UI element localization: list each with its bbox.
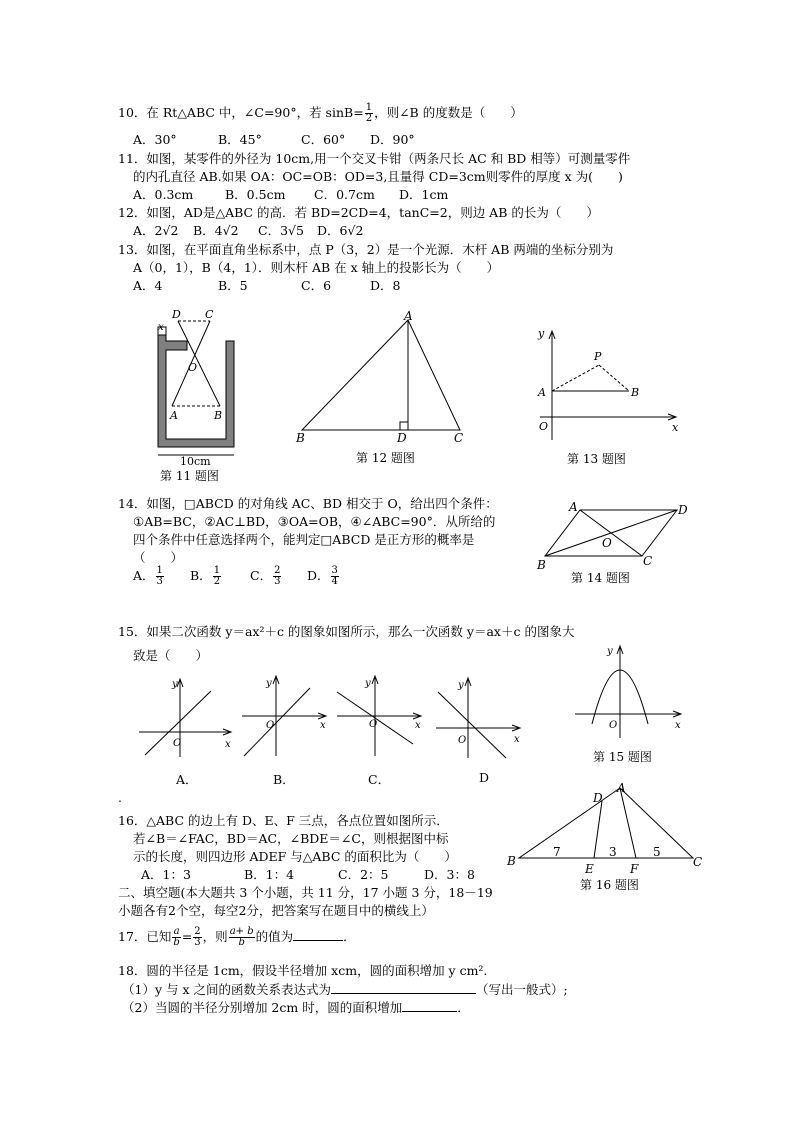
label-f: F <box>630 862 639 876</box>
svg-text:x: x <box>320 720 326 731</box>
q18-line1: 18．圆的半径是 1cm，假设半径增加 xcm，圆的面积增加 y cm². <box>118 963 488 978</box>
line-d <box>438 692 506 758</box>
figure-15 <box>573 640 693 770</box>
q11-option-b: B．0.5cm <box>225 187 286 202</box>
figure-16 <box>505 780 710 895</box>
q12-option-d: D．6√2 <box>317 223 364 238</box>
svg-text:O: O <box>173 738 182 749</box>
q16-option-d: D．3：8 <box>424 867 475 882</box>
svg-text:O: O <box>609 720 618 731</box>
figure-13 <box>530 325 690 470</box>
ray-pb <box>599 365 629 391</box>
q15-graph-d <box>432 672 532 762</box>
figure-11 <box>150 305 250 485</box>
q14-option-d: D． $\frac{3}{4}$ <box>307 565 338 587</box>
label-b: B <box>507 854 516 868</box>
figure-14 <box>535 500 695 590</box>
q10-option-d: D．90° <box>370 132 415 147</box>
ray-pa <box>552 365 599 391</box>
segment-de <box>594 801 602 858</box>
q10-option-a: A．30° <box>133 132 177 147</box>
q15-graph-a <box>135 675 235 765</box>
label-d: D <box>678 503 688 517</box>
svg-text:y: y <box>266 678 272 689</box>
label-c: C <box>454 431 464 445</box>
q15-label-b: B． <box>273 772 295 787</box>
q11-option-d: D．1cm <box>399 187 449 202</box>
label-o: O <box>188 361 198 374</box>
q13-line2: A（0，1），B（4，1）．则木杆 AB 在 x 轴上的投影长为（ ） <box>133 260 500 275</box>
length-fc: 5 <box>653 845 661 859</box>
label-x: x <box>672 421 679 434</box>
segment-af <box>620 788 636 858</box>
label-x: x <box>158 322 164 333</box>
q17-answer-blank[interactable] <box>293 940 343 941</box>
label-d: D <box>397 431 407 445</box>
q18-line2: （1）y 与 x 之间的函数关系表达式为 （写出一般式）; <box>122 982 568 997</box>
svg-text:y: y <box>172 679 178 690</box>
label-b: B <box>296 431 305 445</box>
label-a: A <box>617 781 626 795</box>
q11-line2: 的内孔直径 AB.如果 OA：OC=OB：OD=3,且量得 CD=3cm则零件的厚度 x 为( ) <box>133 169 623 184</box>
figure-13-caption: 第 13 题图 <box>567 452 626 466</box>
svg-text:O: O <box>266 720 275 731</box>
figure-14-caption: 第 14 题图 <box>571 571 630 585</box>
q15-label-d: D <box>479 770 490 785</box>
q16-line1: 16．△ABC 的边上有 D、E、F 三点，各点位置如图所示． <box>118 813 449 828</box>
q15-line2: 致是（ ） <box>133 648 209 663</box>
section2-line2: 小题各有2个空，每空2分，把答案写在题目中的横线上） <box>118 903 434 918</box>
q14-line4: （ ） <box>133 550 184 565</box>
q16-option-b: B．1：4 <box>244 867 295 882</box>
q10-stem: 10．在 Rt△ABC 中，∠C=90°，若 sinB= $\frac{1}{2}$ ，则∠B 的度数是（ ） <box>118 102 523 124</box>
svg-text:y: y <box>365 678 371 689</box>
label-d: D <box>172 308 181 321</box>
q11-option-a: A．0.3cm <box>133 187 194 202</box>
figure-11-caption: 第 11 题图 <box>160 469 219 483</box>
q12-stem: 12．如图，AD是△ABC 的高．若 BD=2CD=4，tanC=2，则边 AB 的长为（ ） <box>118 205 599 220</box>
q15-graph-b <box>238 670 338 760</box>
q11-option-c: C．0.7cm <box>314 187 375 202</box>
label-a: A <box>170 409 178 422</box>
q13-line1: 13．如图，在平面直角坐标系中，点 P（3，2）是一个光源．木杆 AB 两端的坐标分别为 <box>118 242 614 257</box>
triangle-abc <box>302 320 460 430</box>
label-a: A <box>569 500 578 514</box>
figure-15-caption: 第 15 题图 <box>593 750 652 764</box>
q12-option-a: A．2√2 <box>133 223 179 238</box>
label-o: O <box>602 536 612 550</box>
right-angle-mark <box>400 422 408 430</box>
q16-option-c: C．2：5 <box>338 867 389 882</box>
q12-option-b: B．4√2 <box>193 223 239 238</box>
svg-text:O: O <box>458 735 467 746</box>
q11-line1: 11．如图，某零件的外径为 10cm,用一个交叉卡钳（两条尺长 AC 和 BD 相等）可测量零件 <box>118 151 631 166</box>
length-be: 7 <box>553 845 561 859</box>
label-c: C <box>693 855 703 869</box>
label-b: B <box>214 409 223 422</box>
stray-dot: . <box>118 790 122 805</box>
label-d: D <box>593 791 603 805</box>
figure-12-caption: 第 12 题图 <box>356 451 415 465</box>
q10-fraction: $\frac{1}{2}$ <box>365 102 373 124</box>
q14-option-c: C． $\frac{2}{3}$ <box>250 565 281 587</box>
q16-line3: 示的长度，则四边形 ADEF 与△ABC 的面积比为（ ） <box>133 849 457 864</box>
svg-text:x: x <box>675 720 681 731</box>
q13-option-d: D．8 <box>370 278 401 293</box>
q15-graph-c <box>333 670 433 760</box>
figure-12 <box>290 308 470 468</box>
svg-text:x: x <box>514 734 520 745</box>
q13-option-a: A．4 <box>133 278 163 293</box>
caliper-arm-bd <box>178 321 220 406</box>
label-e: E <box>585 862 594 876</box>
label-width: 10cm <box>180 455 211 468</box>
svg-text:x: x <box>415 720 421 731</box>
q15-label-a: A． <box>176 772 198 787</box>
svg-text:x: x <box>225 739 231 750</box>
q10-option-b: B．45° <box>218 132 262 147</box>
q15-label-c: C． <box>368 772 391 787</box>
q18-answer-blank-2[interactable] <box>402 1011 457 1012</box>
svg-text:O: O <box>369 719 378 730</box>
q14-line3: 四个条件中任意选择两个，能判定□ABCD 是正方形的概率是 <box>133 532 475 547</box>
q17: 17．已知 $\frac{a}{b}$ = $\frac{2}{3}$ ，则 $\frac{a+ b}{b}$ 的值为 ． <box>118 926 356 948</box>
q18-line3: （2）当圆的半径分别增加 2cm 时，圆的面积增加 ． <box>122 1000 470 1015</box>
q10-option-c: C．60° <box>301 132 346 147</box>
label-y: y <box>538 327 545 340</box>
label-c: C <box>205 308 214 321</box>
q12-option-c: C．3√5 <box>258 223 304 238</box>
q14-option-a: A． $\frac{1}{3}$ <box>133 565 163 587</box>
figure-16-caption: 第 16 题图 <box>580 878 639 892</box>
q13-option-b: B．5 <box>218 278 248 293</box>
label-b: B <box>631 386 640 399</box>
q16-option-a: A．1：3 <box>141 867 191 882</box>
svg-text:y: y <box>458 680 464 691</box>
length-ef: 3 <box>609 845 617 859</box>
q13-option-c: C．6 <box>301 278 332 293</box>
q14-line2: ①AB=BC，②AC⊥BD，③OA=OB，④∠ABC=90°．从所给的 <box>133 514 496 529</box>
q14-line1: 14．如图，□ABCD 的对角线 AC、BD 相交于 O，给出四个条件： <box>118 496 498 511</box>
label-a: A <box>538 386 546 399</box>
label-p: P <box>594 350 602 363</box>
label-o: O <box>539 420 549 433</box>
label-b: B <box>537 558 546 572</box>
line-b <box>244 688 310 756</box>
svg-text:y: y <box>607 646 613 657</box>
q18-answer-blank-1[interactable] <box>331 993 476 994</box>
label-a: A <box>404 309 413 323</box>
q14-option-b: B． $\frac{1}{2}$ <box>190 565 221 587</box>
q15-line1: 15．如果二次函数 y＝ax²＋c 的图象如图所示，那么一次函数 y＝ax＋c 的图象大 <box>118 624 575 639</box>
label-c: C <box>643 554 653 568</box>
section2-line1: 二、填空题(本大题共 3 个小题，共 11 分，17 小题 3 分，18－19 <box>118 885 493 900</box>
q16-line2: 若∠B＝∠FAC，BD＝AC，∠BDE＝∠C，则根据图中标 <box>133 831 449 846</box>
triangle-abc <box>519 788 693 858</box>
